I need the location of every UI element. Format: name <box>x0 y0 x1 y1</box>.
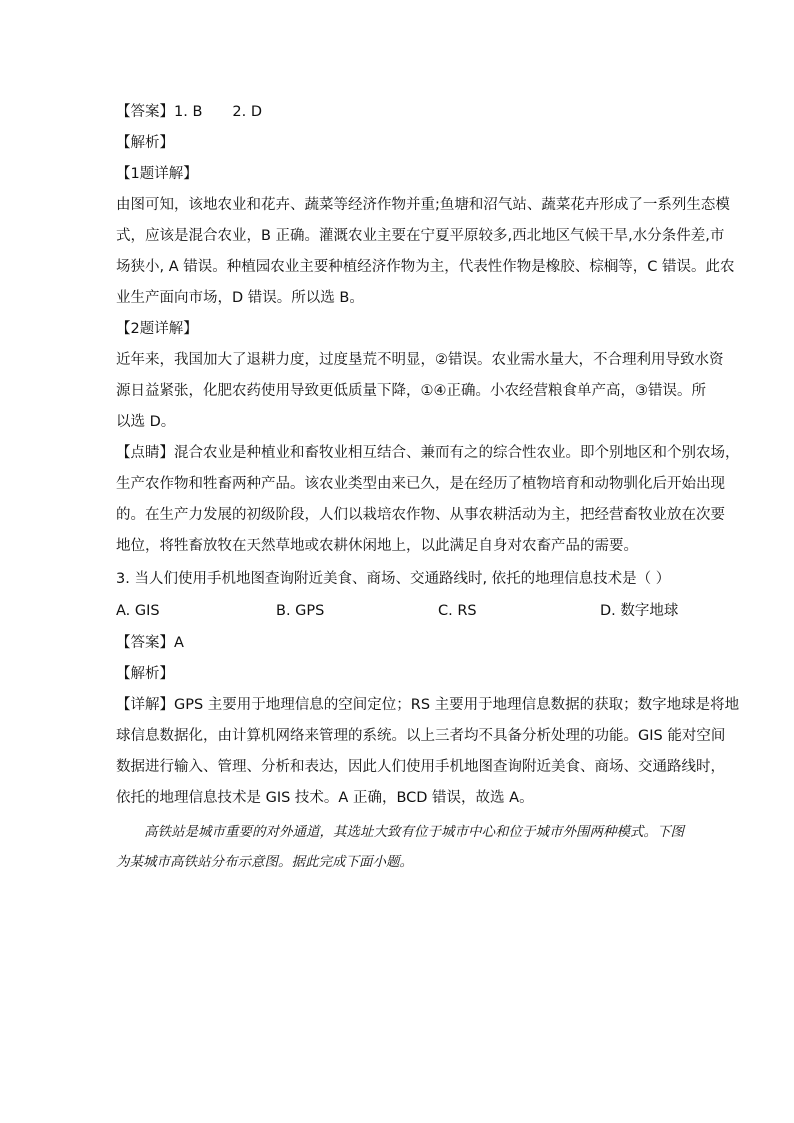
option-b: B. GPS <box>276 603 325 619</box>
comment-text: 混合农业是种植业和畜牧业相互结合、兼而有之的综合性农业。即个别地区和个别农场， <box>174 445 740 461</box>
q3-answer-tag: 【答案】 <box>116 635 174 651</box>
comment-line: 生产农作物和牲畜两种产品。该农业类型由来已久，是在经历了植物培育和动物驯化后开始出现 <box>116 476 725 492</box>
q3-detail-line: 依托的地理信息技术是 GIS 技术。A 正确，BCD 错误，故选 A。 <box>116 790 534 806</box>
comment-tag: 【点睛】 <box>116 445 174 461</box>
q2-line: 近年来，我国加大了退耕力度，过度垦荒不明显，②错误。农业需水量大，不合理利用导致水资 <box>116 352 724 368</box>
analysis-tag: 【解析】 <box>116 135 174 151</box>
q1-line: 式，应该是混合农业，B 正确。灌溉农业主要在宁夏平原较多,西北地区气候干旱,水分条件差,市 <box>116 228 725 244</box>
comment-line <box>116 444 740 462</box>
q3-answer-line <box>116 634 686 652</box>
answer-2: 2. D <box>232 104 263 120</box>
q3-analysis-tag: 【解析】 <box>116 666 174 682</box>
q3-detail-line: 球信息数据化，由计算机网络来管理的系统。以上三者均不具备分析处理的功能。GIS 能对空间 <box>116 728 726 744</box>
q1-line: 业生产面向市场，D 错误。所以选 B。 <box>116 290 364 306</box>
q1-line: 场狭小, A 错误。种植园农业主要种植经济作物为主，代表性作物是橡胶、棕榈等，C 错误。此农 <box>116 259 735 275</box>
q3-detail-line <box>116 696 740 714</box>
q2-line: 源日益紧张，化肥农药使用导致更低质量下降，①④正确。小农经营粮食单产高，③错误。所 <box>116 383 706 399</box>
comment-line: 地位，将牲畜放牧在天然草地或农耕休闲地上，以此满足自身对农畜产品的需要。 <box>116 538 638 554</box>
q1-detail-tag: 【1题详解】 <box>116 166 198 182</box>
passage-line: 为某城市高铁站分布示意图。据此完成下面小题。 <box>116 854 413 870</box>
q2-line: 以选 D。 <box>116 414 176 430</box>
q2-detail-tag: 【2题详解】 <box>116 321 198 337</box>
question-3-stem: 3. 当人们使用手机地图查询附近美食、商场、交通路线时, 依托的地理信息技术是（ ） <box>116 571 671 587</box>
option-a: A. GIS <box>116 603 160 619</box>
answer-line <box>116 103 686 121</box>
answer-1: 1. B <box>174 104 203 120</box>
option-d: D. 数字地球 <box>600 603 679 619</box>
passage-line: 高铁站是城市重要的对外通道，其选址大致有位于城市中心和位于城市外围两种模式。下图 <box>144 824 684 840</box>
q3-detail-text: GPS 主要用于地理信息的空间定位；RS 主要用于地理信息数据的获取；数字地球是将地 <box>174 697 740 713</box>
q3-detail-tag: 【详解】 <box>116 697 174 713</box>
q3-detail-line: 数据进行输入、管理、分析和表达，因此人们使用手机地图查询附近美食、商场、交通路线时， <box>116 759 725 775</box>
option-c: C. RS <box>438 603 477 619</box>
answer-tag: 【答案】 <box>116 104 174 120</box>
q3-answer: A <box>174 635 184 651</box>
q1-line: 由图可知，该地农业和花卉、蔬菜等经济作物并重;鱼塘和沼气站、蔬菜花卉形成了一系列生态模 <box>116 197 730 213</box>
comment-line: 的。在生产力发展的初级阶段，人们以栽培农作物、从事农耕活动为主，把经营畜牧业放在次要 <box>116 507 725 523</box>
